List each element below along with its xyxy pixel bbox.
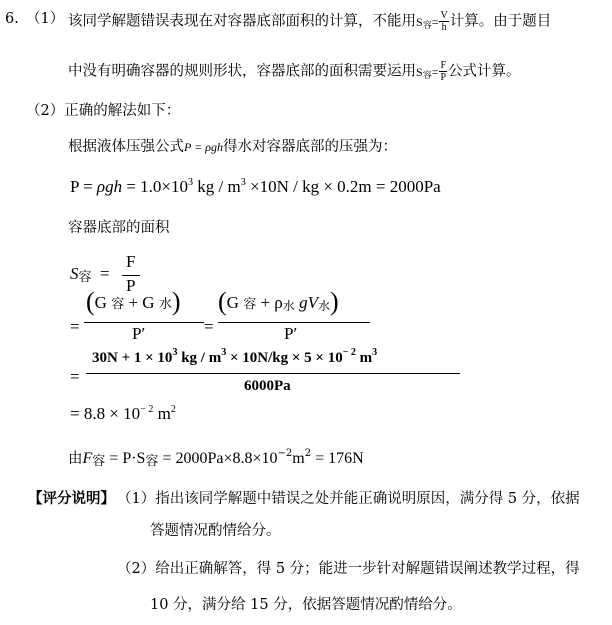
eq3-plus-a: + G [128, 293, 155, 312]
final-eq: = P·S [105, 450, 146, 467]
eq3-numerator-b: (G 容 + ρ水 gV水) [218, 287, 339, 316]
eq4-numerator [92, 349, 377, 367]
s-subscript-2: 容 [422, 69, 432, 80]
eq3-rong-b: 容 [243, 296, 257, 311]
eq1-exp-m3: 3 [240, 177, 246, 188]
part2-intro [68, 138, 397, 156]
eq3-rong-a: 容 [111, 296, 125, 311]
final-rest-a: = 2000Pa×8.8×10 [158, 450, 278, 467]
eq4-num-d: m [355, 350, 373, 366]
pressure-equation: $P = \rho gh = 1.0\times 10^3$ kg / $m^3 \times 10N$ / kg × 0.2m = 2000Pa [70, 177, 441, 196]
final-exp2: 2 [304, 448, 312, 459]
fraction-denominator: h [441, 22, 447, 33]
part2-label: （2）正确的解法如下： [26, 103, 181, 119]
eq2-s-sub: 容 [78, 269, 92, 284]
part1-text-a: 该同学解题错误表现在对容器底部面积的计算，不能用 [68, 13, 416, 30]
eq4-denominator: 6000Pa [244, 378, 291, 394]
final-you: 由 [68, 451, 83, 467]
part1-line1 [68, 10, 551, 34]
part1-text-b: 计算。由于题目 [449, 13, 552, 30]
eq3-g-b: G [226, 293, 239, 312]
eq5-exp2: 2 [170, 404, 176, 415]
eq5-unit: m [153, 404, 171, 423]
grading-item2-line2: 10 分，满分给 15 分，依据答题情况酌情给分。 [150, 597, 462, 613]
eq1-rhogh: ρgh [96, 177, 123, 196]
eq1-rest-b: kg / m [193, 177, 241, 196]
eq3-den-a: P′ [132, 324, 146, 343]
s-symbol-2: $S_容=$ [416, 64, 439, 80]
eq4-num-c: × 10N/kg × 5 × 10 [226, 350, 343, 366]
eq5-exp: − 2 [140, 404, 154, 415]
v-over-h-fraction [439, 10, 448, 33]
final-rest-b: m [292, 450, 305, 467]
s-symbol: $S_容=$ [416, 14, 439, 30]
final-equation [68, 450, 364, 471]
eq3-plus-b: + ρ [260, 293, 283, 312]
eq3-shui-a: 水 [158, 296, 172, 311]
grading-item2-line1: （2）给出正确解答，得 5 分；能进一步针对解题错误阐述教学过程，得 [117, 561, 580, 577]
eq3-gv: gV [299, 293, 318, 312]
eq3-den-b: P′ [284, 324, 298, 343]
fraction-numerator-2: F [440, 60, 447, 71]
eq4-exp-3b: 3 [372, 347, 378, 358]
eq1-rest-a: = 1.0×10 [122, 177, 189, 196]
area-label: 容器底部的面积 [68, 220, 170, 236]
eq4-exp-m3: 3 [221, 347, 227, 358]
part1-line2-b: 公式计算。 [448, 63, 521, 80]
eq3-equals-1: = [70, 317, 80, 336]
final-f: F [82, 450, 93, 467]
eq4-num-b: kg / m [177, 350, 222, 366]
eq2-s: S [70, 264, 79, 283]
eq5-val: = 8.8 × 10 [70, 404, 141, 423]
eq3-shui-b: 水 [282, 299, 295, 313]
eq1-rest-c: ×10N / kg × 0.2m = 2000Pa [245, 177, 441, 196]
intro-text-a: 根据液体压强公式 [68, 139, 184, 155]
grading-item1-line1: （1）指出该同学解题中错误之处并能正确说明原因，满分得 5 分，依据 [117, 491, 580, 507]
f-over-p-fraction [439, 60, 447, 83]
part1-label: （1） [26, 11, 65, 27]
fraction-numerator: V [440, 10, 448, 21]
final-f-sub: 容 [92, 454, 106, 469]
eq2-denominator: P [126, 276, 136, 295]
eq4-exp-m2: − 2 [342, 347, 356, 358]
eq3-numerator-a: (G 容 + G 水) [86, 287, 181, 316]
eq3-shui-c: 水 [317, 299, 330, 313]
part1-line2-a: 中没有明确容器的规则形状，容器底部的面积需要运用 [68, 63, 416, 80]
fraction-denominator-2: P [440, 72, 447, 83]
intro-text-b: 得水对容器底部的压强为： [222, 139, 397, 155]
eq4-equals: = [70, 367, 80, 386]
s-subscript: 容 [422, 19, 432, 30]
area-result [70, 405, 176, 423]
final-s-sub: 容 [145, 454, 159, 469]
intro-formula: P = ρgh [184, 140, 223, 154]
grading-title [28, 490, 115, 508]
eq4-fraction-bar [86, 373, 460, 374]
eq3-equals-2: = [204, 317, 214, 336]
eq1-exp3: 3 [188, 177, 194, 188]
grading-item1-line2: 答题情况酌情给分。 [150, 523, 281, 539]
grading-title-text: 【评分说明】 [28, 490, 115, 507]
eq4-num-a: 30N + 1 × 10 [92, 350, 173, 366]
area-formula-lhs: S容 = [70, 264, 110, 284]
eq3-fraction-bar-a [84, 322, 204, 323]
question-number: 6. [5, 11, 19, 27]
eq3-g-a: G [94, 293, 107, 312]
eq2-numerator: F [126, 252, 136, 271]
eq1-p: P [70, 177, 79, 196]
part1-line2 [68, 60, 521, 84]
eq3-fraction-bar-b [218, 322, 370, 323]
eq4-exp3: 3 [172, 347, 178, 358]
final-rest-c: = 176N [311, 450, 364, 467]
final-exp: −2 [277, 448, 293, 459]
